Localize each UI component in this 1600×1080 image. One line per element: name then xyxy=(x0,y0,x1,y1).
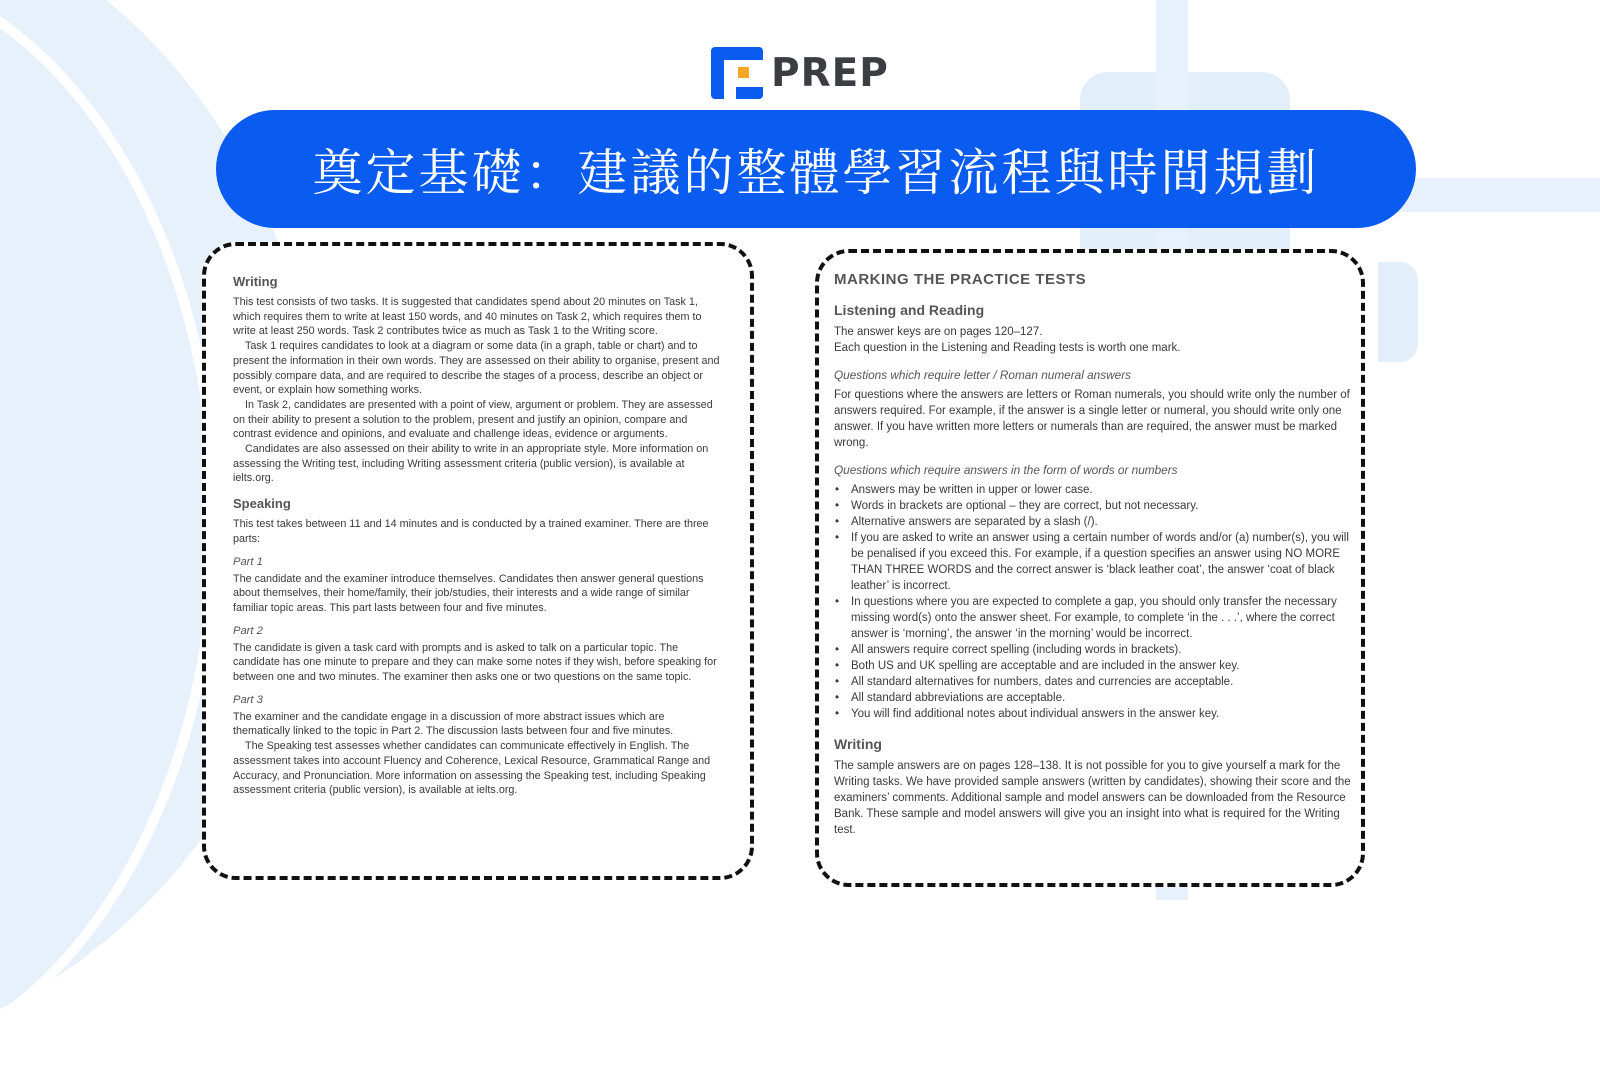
prep-logo xyxy=(711,47,889,99)
title-banner xyxy=(216,110,1416,228)
speaking-closing: The Speaking test assesses whether candidates can communicate effectively in English. The assessment takes into account Fluency and Coherence, Lexical Resource, Grammatical Range and Accuracy, and Pronunciation. More information on assessing the Speaking test, including Speaking assessment criteria (public version), is available at ielts.org. xyxy=(233,740,711,797)
prep-logo-icon xyxy=(711,47,763,99)
rules-list xyxy=(834,482,1355,722)
marking-title: MARKING THE PRACTICE TESTS xyxy=(834,271,1087,288)
mark-value-line: Each question in the Listening and Reading tests is worth one mark. xyxy=(834,342,1181,354)
letter-answers-text: For questions where the answers are letters or Roman numerals, you should write only the number of answers required. For example, if the answer is a single letter or numeral, you should write only one answer. If you have written more letters or numerals than are required, the answer must be marked wrong. xyxy=(834,389,1350,449)
answer-keys-line: The answer keys are on pages 120–127. xyxy=(834,326,1043,338)
list-item: • All answers require correct spelling (including words in brackets). xyxy=(834,642,1355,658)
logo-text: PREP xyxy=(771,50,889,96)
list-item: • In questions where you are expected to complete a gap, you should only transfer the necessary missing word(s) onto the answer sheet. For example, to complete ‘in the . . .’, where the correct answer is ‘morning’, the answer ‘in the morning’ would be incorrect. xyxy=(834,594,1355,642)
writing-heading: Writing xyxy=(233,274,278,289)
listening-reading-heading: Listening and Reading xyxy=(834,302,985,318)
part1-label: Part 1 xyxy=(233,555,263,568)
background-tab xyxy=(1378,262,1418,362)
letter-answers-subheading: Questions which require letter / Roman numeral answers xyxy=(834,368,1132,382)
writing-paragraph: Candidates are also assessed on their ability to write in an appropriate style. More information on assessing the Writing test, including Writing assessment criteria (public version), is available at ielts.org. xyxy=(233,443,709,485)
left-document-panel xyxy=(202,242,754,880)
list-item: • Words in brackets are optional – they are correct, but not necessary. xyxy=(834,498,1355,514)
list-item: • Answers may be written in upper or lower case. xyxy=(834,482,1355,498)
right-writing-text: The sample answers are on pages 128–138. It is not possible for you to give yourself a mark for the Writing tasks. We have provided sample answers (written by candidates), showing their score and the examiners’ comments. Additional sample and model answers can be downloaded from the Resource Bank. These sample and model answers will give you an insight into what is required for the Writing test. xyxy=(834,760,1351,836)
part2-text: The candidate is given a task card with prompts and is asked to talk on a particular topic. The candidate has one minute to prepare and they can make some notes if they wish, before speaking for between one and two minutes. The examiner then asks one or two questions on the same topic. xyxy=(233,641,717,684)
writing-paragraph: Task 1 requires candidates to look at a diagram or some data (in a graph, table or chart) and to present the information in their own words. They are assessed on their ability to organise, present and possibly compare data, and are required to describe the stages of a process, describe an object or event, or explain how something works. xyxy=(233,340,720,397)
speaking-intro: This test takes between 11 and 14 minutes and is conducted by a trained examiner. There are three parts: xyxy=(233,518,709,545)
list-item: • Alternative answers are separated by a slash (/). xyxy=(834,514,1355,530)
right-document-panel xyxy=(815,249,1365,887)
word-answers-subheading: Questions which require answers in the form of words or numbers xyxy=(834,463,1178,477)
part3-label: Part 3 xyxy=(233,693,263,706)
right-writing-heading: Writing xyxy=(834,736,882,752)
part3-text: The examiner and the candidate engage in a discussion of more abstract issues which are thematically linked to the topic in Part 2. The discussion lasts between four and five minutes. xyxy=(233,710,674,738)
list-item: • You will find additional notes about individual answers in the answer key. xyxy=(834,706,1355,722)
part2-label: Part 2 xyxy=(233,624,263,637)
writing-paragraph: In Task 2, candidates are presented with a point of view, argument or problem. They are assessed on their ability to present a solution to the problem, present and justify an opinion, compare and contrast evidence and opinions, and evaluate and challenge ideas, evidence or arguments. xyxy=(233,398,713,441)
list-item: • If you are asked to write an answer using a certain number of words and/or (a) number(s), you will be penalised if you exceed this. For example, if a question specifies an answer using NO MORE THAN THREE WORDS and the correct answer is ‘black leather coat’, the answer ‘coat of black leather’ is incorrect. xyxy=(834,530,1355,594)
banner-title: 奠定基礎：建議的整體學習流程與時間規劃 xyxy=(312,144,1320,202)
writing-paragraph: This test consists of two tasks. It is suggested that candidates spend about 20 minutes on Task 1, which requires them to write at least 150 words, and 40 minutes on Task 2, which requires them to write at least 250 words. Task 2 contributes twice as much as Task 1 to the Writing score. xyxy=(233,296,702,338)
speaking-heading: Speaking xyxy=(233,496,291,512)
part1-text: The candidate and the examiner introduce themselves. Candidates then answer general questions about themselves, their home/family, their job/studies, their interests and a wide range of similar familiar topic areas. This part lasts between four and five minutes. xyxy=(233,572,704,614)
list-item: • Both US and UK spelling are acceptable and are included in the answer key. xyxy=(834,658,1355,674)
list-item: • All standard alternatives for numbers, dates and currencies are acceptable. xyxy=(834,674,1355,690)
list-item: • All standard abbreviations are acceptable. xyxy=(834,690,1355,706)
